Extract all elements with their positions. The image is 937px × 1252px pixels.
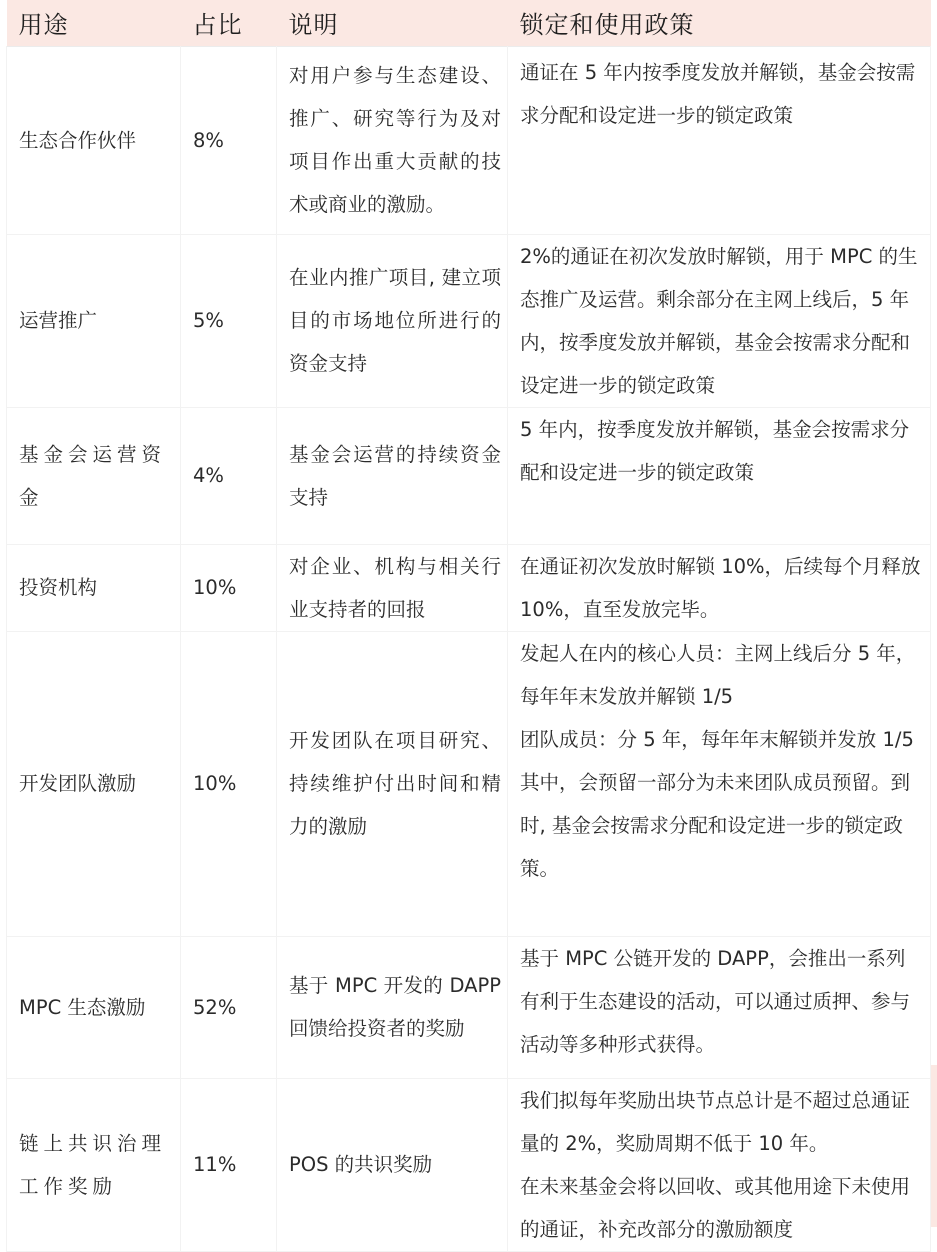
policy-cell bbox=[508, 1078, 931, 1251]
description-cell: 在业内推广项目, 建立项目的市场地位所进行的资金支持 bbox=[277, 234, 508, 407]
policy-line: 团队成员：分 5 年，每年年末解锁并发放 1/5 bbox=[520, 727, 914, 751]
policy-cell bbox=[508, 544, 931, 631]
header-percent: 占比 bbox=[192, 11, 243, 40]
header-policy: 锁定和使用政策 bbox=[519, 11, 695, 40]
description-cell: 对用户参与生态建设、推广、研究等行为及对项目作出重大贡献的技术或商业的激励。 bbox=[277, 46, 508, 234]
usage-cell: 投资机构 bbox=[7, 544, 181, 631]
usage-cell: 开发团队激励 bbox=[7, 631, 181, 936]
description-cell: 基金会运营的持续资金支持 bbox=[277, 407, 508, 544]
usage-cell: 生态合作伙伴 bbox=[7, 46, 181, 234]
policy-line: 在未来基金会将以回收、或其他用途下未使用的通证，补充改部分的激励额度 bbox=[520, 1174, 911, 1241]
policy-cell bbox=[508, 234, 931, 407]
policy-cell bbox=[508, 46, 931, 234]
table-row bbox=[7, 631, 931, 936]
percent-cell: 10% bbox=[181, 631, 277, 936]
policy-line: 基于 MPC 公链开发的 DAPP，会推出一系列有利于生态建设的活动，可以通过质押、参与活动等多种形式获得。 bbox=[520, 946, 911, 1056]
header-usage: 用途 bbox=[18, 11, 69, 40]
percent-cell: 11% bbox=[181, 1078, 277, 1251]
policy-cell bbox=[508, 631, 931, 936]
table-row bbox=[7, 936, 931, 1078]
usage-cell: 运营推广 bbox=[7, 234, 181, 407]
description-cell: 开发团队在项目研究、持续维护付出时间和精力的激励 bbox=[277, 631, 508, 936]
percent-cell: 5% bbox=[181, 234, 277, 407]
usage-cell: 基金会运营资金 bbox=[7, 407, 181, 544]
usage-cell: 链上共识治理工作奖励 bbox=[7, 1078, 181, 1251]
policy-line: 5 年内，按季度发放并解锁，基金会按需求分配和设定进一步的锁定政策 bbox=[520, 417, 910, 484]
description-cell: POS 的共识奖励 bbox=[277, 1078, 508, 1251]
percent-cell: 8% bbox=[181, 46, 277, 234]
policy-line: 在通证初次发放时解锁 10%，后续每个月释放 10%，直至发放完毕。 bbox=[520, 554, 921, 621]
percent-cell: 10% bbox=[181, 544, 277, 631]
header-row bbox=[7, 0, 931, 46]
policy-line: 2%的通证在初次发放时解锁，用于 MPC 的生态推广及运营。剩余部分在主网上线后，5 年内，按季度发放并解锁，基金会按需求分配和设定进一步的锁定政策 bbox=[520, 244, 918, 397]
table-row bbox=[7, 234, 931, 407]
policy-cell bbox=[508, 407, 931, 544]
percent-cell: 52% bbox=[181, 936, 277, 1078]
table-row bbox=[7, 407, 931, 544]
table-body bbox=[7, 46, 931, 1251]
table-row bbox=[7, 46, 931, 234]
policy-line: 其中，会预留一部分为未来团队成员预留。到时, 基金会按需求分配和设定进一步的锁定政策。 bbox=[520, 770, 911, 880]
percent-cell: 4% bbox=[181, 407, 277, 544]
policy-line: 通证在 5 年内按季度发放并解锁，基金会按需求分配和设定进一步的锁定政策 bbox=[520, 60, 916, 127]
decorative-edge bbox=[931, 1065, 937, 1227]
policy-cell bbox=[508, 936, 931, 1078]
table-row bbox=[7, 1078, 931, 1251]
table-header bbox=[7, 0, 931, 46]
header-description: 说明 bbox=[288, 11, 339, 40]
policy-line: 发起人在内的核心人员：主网上线后分 5 年，每年年末发放并解锁 1/5 bbox=[520, 641, 916, 708]
description-cell: 基于 MPC 开发的 DAPP 回馈给投资者的奖励 bbox=[277, 936, 508, 1078]
policy-line: 我们拟每年奖励出块节点总计是不超过总通证量的 2%，奖励周期不低于 10 年。 bbox=[520, 1088, 911, 1155]
table-row bbox=[7, 544, 931, 631]
description-cell: 对企业、机构与相关行业支持者的回报 bbox=[277, 544, 508, 631]
usage-cell: MPC 生态激励 bbox=[7, 936, 181, 1078]
token-allocation-table bbox=[6, 0, 931, 1252]
